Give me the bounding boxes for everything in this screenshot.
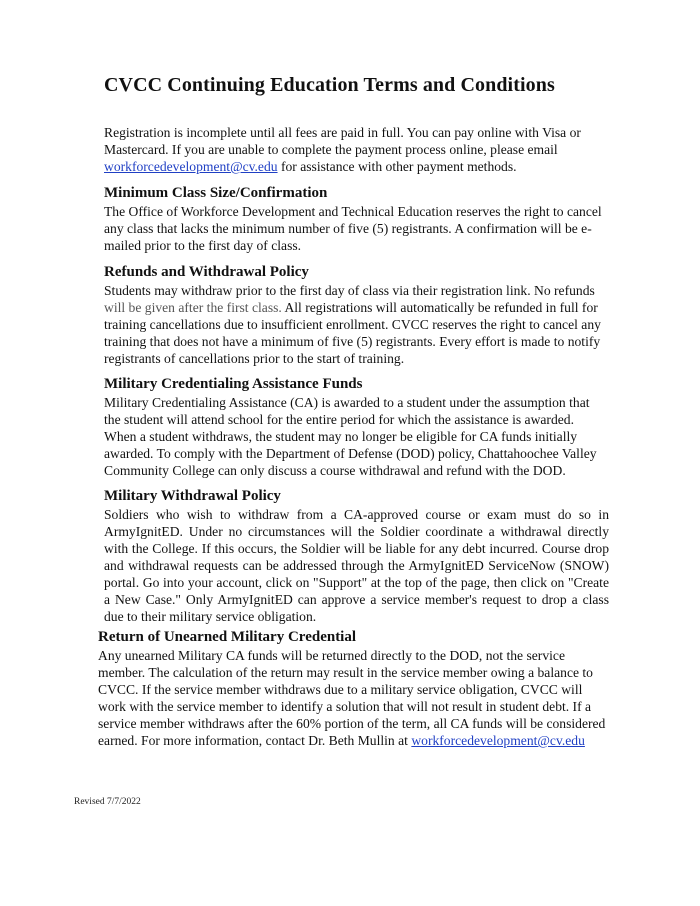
section-heading: Military Withdrawal Policy	[104, 488, 281, 504]
section-return-unearned	[98, 628, 610, 749]
page-title: CVCC Continuing Education Terms and Conditions	[104, 74, 555, 96]
intro-text-after: for assistance with other payment methods.	[277, 159, 517, 174]
refunds-body-rest: All registrations will automatically be refunded in full for training cancellations due to insufficient enrollment. CVCC reserves the right to cancel any training that does not have a minimum of five (5) registrants. Every effort is made to notify registrants of cancellations prior to the start of training.	[104, 300, 601, 366]
unearned-body: Any unearned Military CA funds will be returned directly to the DOD, not the service member. The calculation of the return may result in the service member owing a balance to CVCC. If the service member withdraws due to a military service obligation, CVCC will work with the service member to identify a solution that will not result in student debt. If a service member withdraws after the 60% portion of the term, all CA funds will be considered earned. For more information, contact Dr. Beth Mullin at	[98, 648, 606, 748]
section-minimum-class-size	[104, 184, 609, 254]
intro-paragraph	[104, 124, 609, 175]
refunds-body-gray: will be given after the first class.	[104, 300, 282, 315]
intro-email-link[interactable]: workforcedevelopment@cv.edu	[104, 159, 278, 174]
section-heading: Minimum Class Size/Confirmation	[104, 185, 328, 201]
revision-date: Revised 7/7/2022	[74, 797, 141, 807]
unearned-email-link[interactable]: workforcedevelopment@cv.edu	[411, 733, 585, 748]
section-body: Soldiers who wish to withdraw from a CA-approved course or exam must do so in ArmyIgnitED. Under no circumstances will the Soldier coordinate a withdrawal directly with the College. If this occurs, the Soldier will be liable for any debt incurred. Course drop and withdrawal requests can be addressed through the ArmyIgnitED ServiceNow (SNOW) portal. Go into your account, click on "Support" at the top of the page, then click on "Create a New Case." Only ArmyIgnitED can approve a service member's request to drop a class due to their military service obligation.	[104, 507, 609, 624]
section-heading: Military Credentialing Assistance Funds	[104, 376, 363, 392]
intro-text: Registration is incomplete until all fees are paid in full. You can pay online with Visa or Mastercard. If you are unable to complete the payment process online, please email	[104, 125, 581, 157]
section-refunds-withdrawal	[104, 263, 609, 367]
section-military-withdrawal	[104, 487, 609, 625]
section-body: The Office of Workforce Development and Technical Education reserves the right to cancel any class that lacks the minimum number of five (5) registrants. A confirmation will be e-mailed prior to the first day of class.	[104, 204, 602, 253]
section-military-ca-funds	[104, 375, 609, 479]
section-body: Military Credentialing Assistance (CA) is awarded to a student under the assumption that the student will attend school for the entire period for which the assistance is awarded. When a student withdraws, the student may no longer be eligible for CA funds initially awarded. To comply with the Department of Defense (DOD) policy, Chattahoochee Valley Community College can only discuss a course withdrawal and refund with the DOD.	[104, 395, 597, 478]
section-heading: Refunds and Withdrawal Policy	[104, 264, 309, 280]
section-heading: Return of Unearned Military Credential	[98, 629, 357, 645]
refunds-body-start: Students may withdraw prior to the first day of class via their registration link. No refunds	[104, 283, 595, 298]
